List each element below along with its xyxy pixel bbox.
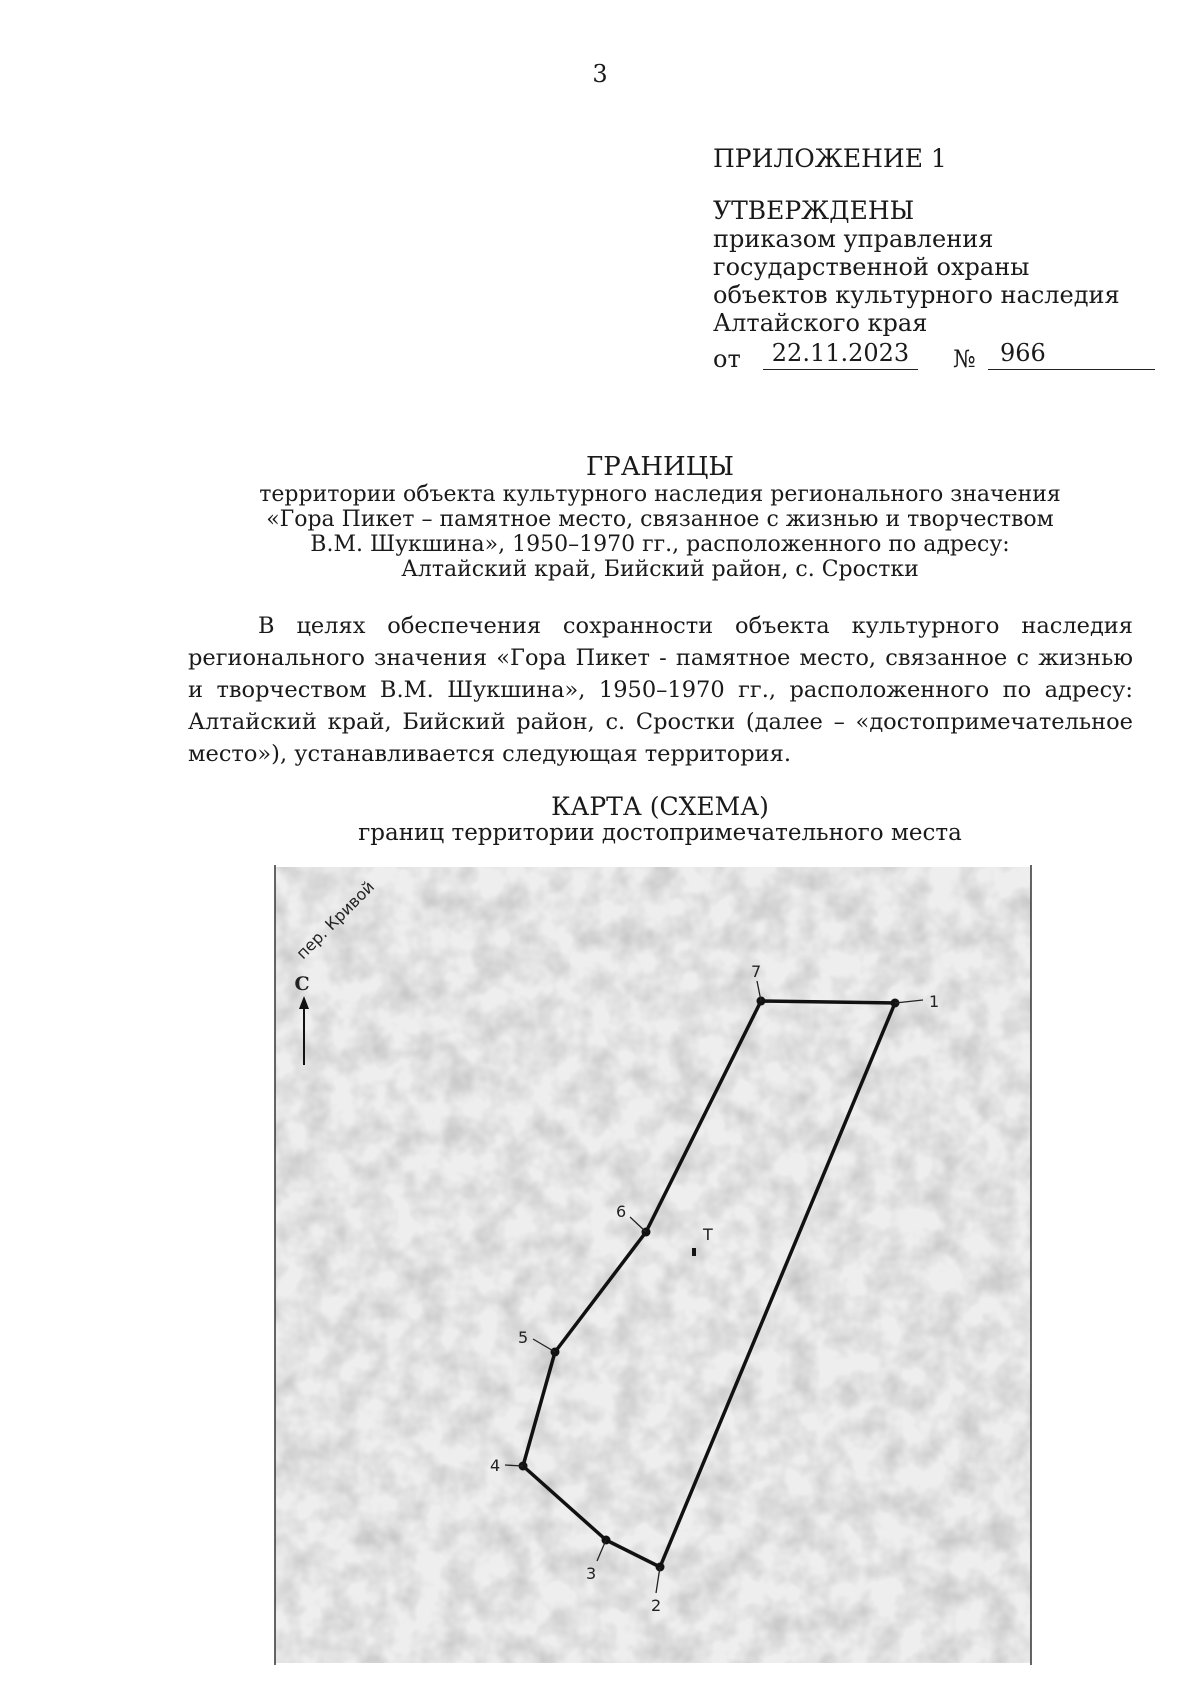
appendix-line: Алтайского края [713, 309, 928, 337]
point-label-1: 1 [929, 992, 940, 1011]
appendix-line: государственной охраны [713, 253, 1030, 281]
heading-line: территории объекта культурного наследия регионального значения [259, 482, 1061, 507]
map-texture [275, 867, 1031, 1663]
appendix-title: ПРИЛОЖЕНИЕ 1 [713, 144, 947, 173]
street-label: пер. Кривой [292, 877, 379, 963]
appendix-line: объектов культурного наследия [713, 281, 1120, 309]
boundary-map [273, 865, 1033, 1665]
appendix-block [713, 145, 1153, 379]
body-paragraph: В целях обеспечения сохранности объекта культурного наследия регионального значения «Гора Пикет - памятное место, связанное с жизнью и творчеством В.М. Шукшина», 1950–1970 гг., расположенного по адресу: Алтайский край, Бийский район, с. Сростки (далее – «достопримечательное место»), устанавливается следующая территория. [188, 613, 1133, 767]
map-svg [273, 865, 1033, 1665]
heading-line: Алтайский край, Бийский район, с. Сростки [401, 557, 919, 582]
center-marker-icon [692, 1248, 696, 1256]
from-label: от [713, 345, 741, 373]
map-subtitle: границ территории достопримечательного места [358, 820, 962, 846]
appendix-line: приказом управления [713, 225, 994, 253]
page-number: 3 [592, 60, 608, 88]
point-label-5: 5 [518, 1328, 529, 1347]
north-label: С [294, 973, 310, 995]
map-title: КАРТА (СХЕМА) [551, 792, 769, 821]
point-label-6: 6 [616, 1202, 627, 1221]
map-heading [190, 793, 1130, 847]
heading-title: ГРАНИЦЫ [585, 452, 734, 482]
approved-label: УТВЕРЖДЕНЫ [713, 196, 915, 225]
point-label-2: 2 [651, 1596, 662, 1615]
heading-line: В.М. Шукшина», 1950–1970 гг., расположенного по адресу: [310, 532, 1010, 557]
order-date: 22.11.2023 [763, 339, 918, 370]
heading-line: «Гора Пикет – памятное место, связанное с жизнью и творчеством [266, 507, 1054, 532]
center-label: Т [703, 1225, 713, 1244]
point-label-3: 3 [586, 1564, 597, 1583]
point-label-7: 7 [751, 962, 762, 981]
order-number: 966 [988, 339, 1155, 370]
document-heading [190, 452, 1130, 582]
order-row [713, 339, 1153, 379]
number-sign: № [953, 345, 976, 373]
point-label-4: 4 [490, 1456, 501, 1475]
